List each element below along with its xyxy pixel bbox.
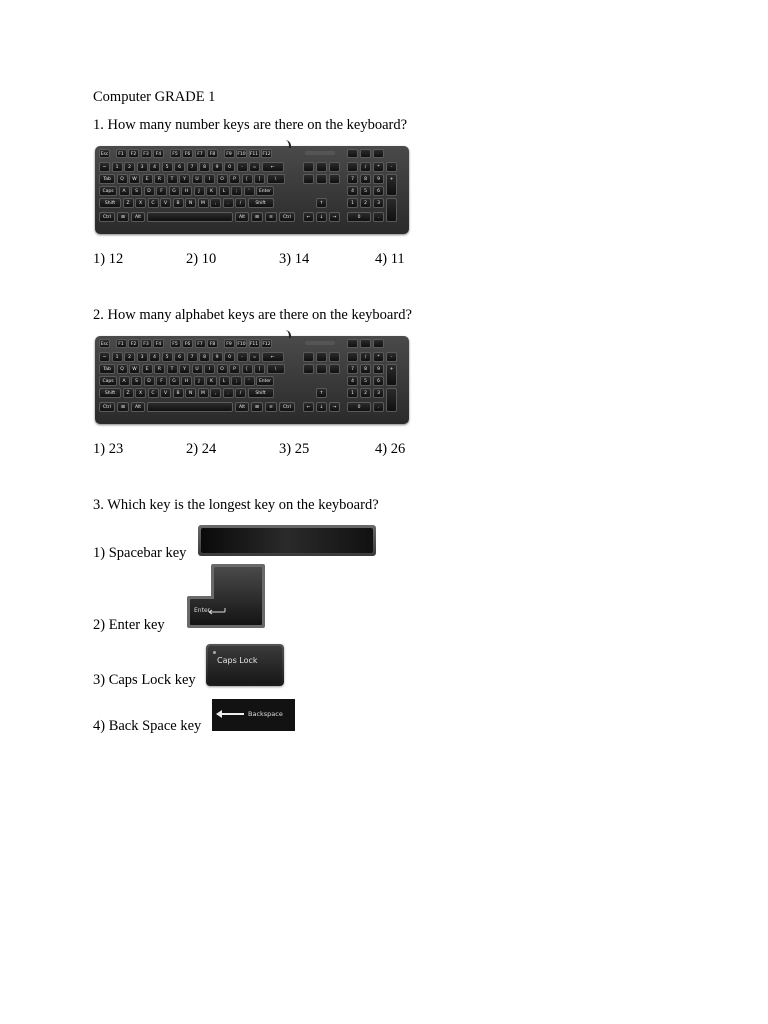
keyboard-key: 3 [137, 162, 148, 172]
keyboard-image-1 [95, 146, 409, 234]
keyboard-key: J [194, 376, 205, 386]
function-key: F3 [141, 149, 152, 158]
keyboard-key: V [160, 388, 171, 398]
menu-key: ≡ [265, 212, 277, 222]
keyboard-key: ] [254, 364, 265, 374]
keyboard-brand-strip [305, 151, 335, 155]
keyboard-key: Shift [99, 198, 121, 208]
keyboard-key: 9 [212, 352, 223, 362]
keyboard-key: A [119, 376, 130, 386]
function-key: F12 [261, 149, 272, 158]
ctrl-key: Ctrl [279, 402, 295, 412]
keyboard-key: I [204, 174, 215, 184]
answer-option-4[interactable]: 4) 11 [375, 251, 405, 267]
numpad-key: - [386, 162, 397, 172]
ctrl-key: Ctrl [99, 402, 115, 412]
navigation-key [303, 174, 314, 184]
question-2: 2. How many alphabet keys are there on the keyboard? [93, 307, 412, 323]
ctrl-key: Ctrl [279, 212, 295, 222]
function-key: Esc [99, 149, 110, 158]
numpad-key: 7 [347, 174, 358, 184]
keyboard-key: Z [123, 388, 134, 398]
keyboard-key: Tab [99, 364, 115, 374]
arrow-down-key: ↓ [316, 402, 327, 412]
numpad-key: 2 [360, 198, 371, 208]
numpad-key: / [360, 162, 371, 172]
keyboard-key: N [185, 388, 196, 398]
numpad-key: 1 [347, 388, 358, 398]
ctrl-key: Ctrl [99, 212, 115, 222]
answer-option-backspace[interactable]: 4) Back Space key [93, 718, 202, 734]
keyboard-key: / [235, 388, 246, 398]
keyboard-key: Q [117, 174, 128, 184]
keyboard-key [347, 149, 358, 158]
keyboard-key: , [210, 198, 221, 208]
keyboard-cable [283, 330, 291, 338]
numpad-key: 6 [373, 186, 384, 196]
answer-option-spacebar[interactable]: 1) Spacebar key [93, 545, 187, 561]
function-key: F5 [170, 149, 181, 158]
function-key: F5 [170, 339, 181, 348]
keyboard-key: Shift [248, 388, 274, 398]
keyboard-key: Tab [99, 174, 115, 184]
keyboard-key [360, 149, 371, 158]
backspace-key-text: Backspace [248, 710, 283, 718]
keyboard-key: N [185, 198, 196, 208]
function-key: F2 [128, 339, 139, 348]
keyboard-key: E [142, 174, 153, 184]
question-3: 3. Which key is the longest key on the keyboard? [93, 497, 379, 513]
numpad-key [347, 162, 358, 172]
keyboard-key: 6 [174, 162, 185, 172]
keyboard-key: S [131, 376, 142, 386]
navigation-key [316, 364, 327, 374]
numpad-enter-key [386, 388, 397, 412]
arrow-down-key: ↓ [316, 212, 327, 222]
keyboard-key: G [169, 186, 180, 196]
backspace-key: ← [262, 162, 284, 172]
keyboard-key: 2 [124, 162, 135, 172]
keyboard-key: R [154, 364, 165, 374]
numpad-key: 1 [347, 198, 358, 208]
function-key: F1 [116, 149, 127, 158]
keyboard-key: O [217, 364, 228, 374]
keyboard-key: F [156, 376, 167, 386]
keyboard-key: [ [242, 174, 253, 184]
function-key: F6 [182, 339, 193, 348]
keyboard-key: - [237, 352, 248, 362]
keyboard-key: . [223, 198, 234, 208]
keyboard-key: Caps [99, 186, 117, 196]
caps-lock-indicator [213, 651, 216, 654]
keyboard-key: W [129, 174, 140, 184]
caps-lock-key-image [206, 644, 284, 686]
arrow-up-key: ↑ [316, 198, 327, 208]
backspace-key: ← [262, 352, 284, 362]
keyboard-key: K [206, 376, 217, 386]
answer-option-caps-lock[interactable]: 3) Caps Lock key [93, 672, 196, 688]
keyboard-key: 1 [112, 162, 123, 172]
answer-option-4[interactable]: 4) 26 [375, 441, 406, 457]
keyboard-key: C [148, 388, 159, 398]
navigation-key [316, 174, 327, 184]
keyboard-key: Shift [248, 198, 274, 208]
numpad-key: 4 [347, 376, 358, 386]
keyboard-key: I [204, 364, 215, 374]
page-title: Computer GRADE 1 [93, 89, 216, 105]
numpad-key: * [373, 352, 384, 362]
function-key: F4 [153, 339, 164, 348]
alt-key: Alt [131, 402, 145, 412]
keyboard-key: ' [244, 186, 255, 196]
answer-option-3[interactable]: 3) 25 [279, 441, 310, 457]
answer-option-1[interactable]: 1) 23 [93, 441, 124, 457]
numpad-key: 8 [360, 174, 371, 184]
navigation-key [329, 364, 340, 374]
keyboard-key: V [160, 198, 171, 208]
alt-key: Alt [235, 212, 249, 222]
numpad-enter-key [386, 198, 397, 222]
keyboard-key: 9 [212, 162, 223, 172]
keyboard-key: B [173, 198, 184, 208]
backspace-key-image [212, 699, 295, 731]
keyboard-key: ; [231, 186, 242, 196]
numpad-key: * [373, 162, 384, 172]
windows-key: ⊞ [251, 212, 263, 222]
answer-option-1[interactable]: 1) 12 [93, 251, 124, 267]
menu-key: ≡ [265, 402, 277, 412]
numpad-key: . [373, 402, 384, 412]
keyboard-key: = [249, 162, 260, 172]
answer-option-3[interactable]: 3) 14 [279, 251, 310, 267]
keyboard-key: , [210, 388, 221, 398]
function-key: F10 [236, 149, 247, 158]
enter-key-text: Enter [194, 607, 211, 614]
keyboard-key: O [217, 174, 228, 184]
keyboard-key: / [235, 198, 246, 208]
numpad-key: 2 [360, 388, 371, 398]
numpad-key: 4 [347, 186, 358, 196]
spacebar-key-image [198, 525, 376, 556]
keyboard-key: ~ [99, 352, 110, 362]
keyboard-key: C [148, 198, 159, 208]
numpad-key: 3 [373, 388, 384, 398]
keyboard-key: 8 [199, 352, 210, 362]
keyboard-brand-strip [305, 341, 335, 345]
keyboard-key: U [192, 174, 203, 184]
numpad-key: - [386, 352, 397, 362]
keyboard-key: 6 [174, 352, 185, 362]
keyboard-key: W [129, 364, 140, 374]
keyboard-key: A [119, 186, 130, 196]
keyboard-key: D [144, 186, 155, 196]
function-key: F12 [261, 339, 272, 348]
keyboard-key: M [198, 198, 209, 208]
numpad-key: 9 [373, 174, 384, 184]
function-key: F11 [249, 339, 260, 348]
keyboard-key: 8 [199, 162, 210, 172]
function-key: F10 [236, 339, 247, 348]
numpad-key: 5 [360, 376, 371, 386]
function-key: Esc [99, 339, 110, 348]
navigation-key [303, 364, 314, 374]
keyboard-key: [ [242, 364, 253, 374]
numpad-key: 3 [373, 198, 384, 208]
keyboard-key: X [135, 198, 146, 208]
numpad-key: 0 [347, 212, 371, 222]
keyboard-key: Enter [256, 186, 274, 196]
arrow-up-key: ↑ [316, 388, 327, 398]
numpad-key: . [373, 212, 384, 222]
keyboard-key: 7 [187, 352, 198, 362]
keyboard-key: 4 [149, 162, 160, 172]
keyboard-key: F [156, 186, 167, 196]
windows-key: ⊞ [117, 212, 129, 222]
function-key: F3 [141, 339, 152, 348]
keyboard-key: Y [179, 364, 190, 374]
keyboard-key: - [237, 162, 248, 172]
keyboard-key [347, 339, 358, 348]
keyboard-key: 7 [187, 162, 198, 172]
function-key: F8 [207, 149, 218, 158]
function-key: F9 [224, 339, 235, 348]
keyboard-key: Shift [99, 388, 121, 398]
keyboard-key: 4 [149, 352, 160, 362]
numpad-key: + [386, 174, 397, 196]
function-key: F7 [195, 149, 206, 158]
keyboard-key: P [229, 174, 240, 184]
keyboard-key: 3 [137, 352, 148, 362]
keyboard-key: L [219, 376, 230, 386]
keyboard-key: H [181, 376, 192, 386]
arrow-left-key: ← [303, 212, 314, 222]
function-key: F2 [128, 149, 139, 158]
keyboard-key: H [181, 186, 192, 196]
keyboard-key: L [219, 186, 230, 196]
keyboard-key [373, 149, 384, 158]
alt-key: Alt [131, 212, 145, 222]
numpad-key: 6 [373, 376, 384, 386]
keyboard-key: 0 [224, 162, 235, 172]
keyboard-key: Q [117, 364, 128, 374]
keyboard-key: X [135, 388, 146, 398]
keyboard-key: . [223, 388, 234, 398]
navigation-key [316, 352, 327, 362]
keyboard-key: G [169, 376, 180, 386]
navigation-key [329, 174, 340, 184]
keyboard-key: U [192, 364, 203, 374]
keyboard-key: Z [123, 198, 134, 208]
keyboard-key: \ [267, 364, 285, 374]
keyboard-key: = [249, 352, 260, 362]
caps-lock-key-text: Caps Lock [217, 656, 258, 665]
navigation-key [329, 162, 340, 172]
numpad-key: / [360, 352, 371, 362]
answer-option-2[interactable]: 2) 10 [186, 251, 217, 267]
keyboard-key: 2 [124, 352, 135, 362]
keyboard-key: D [144, 376, 155, 386]
function-key: F1 [116, 339, 127, 348]
keyboard-key: ' [244, 376, 255, 386]
keyboard-key: M [198, 388, 209, 398]
answer-option-enter[interactable]: 2) Enter key [93, 617, 165, 633]
navigation-key [329, 352, 340, 362]
alt-key: Alt [235, 402, 249, 412]
function-key: F11 [249, 149, 260, 158]
question-1-options [93, 250, 423, 268]
keyboard-key: S [131, 186, 142, 196]
keyboard-key: ; [231, 376, 242, 386]
function-key: F4 [153, 149, 164, 158]
keyboard-key: Y [179, 174, 190, 184]
keyboard-key [373, 339, 384, 348]
keyboard-key: P [229, 364, 240, 374]
keyboard-key: \ [267, 174, 285, 184]
enter-key-image [185, 562, 267, 630]
spacebar-key [147, 212, 233, 222]
numpad-key: + [386, 364, 397, 386]
windows-key: ⊞ [117, 402, 129, 412]
navigation-key [316, 162, 327, 172]
answer-option-2[interactable]: 2) 24 [186, 441, 217, 457]
windows-key: ⊞ [251, 402, 263, 412]
numpad-key: 7 [347, 364, 358, 374]
keyboard-key: ~ [99, 162, 110, 172]
function-key: F6 [182, 149, 193, 158]
numpad-key: 8 [360, 364, 371, 374]
navigation-key [303, 352, 314, 362]
keyboard-key: J [194, 186, 205, 196]
keyboard-key: T [167, 174, 178, 184]
question-1: 1. How many number keys are there on the keyboard? [93, 117, 408, 133]
arrow-right-key: → [329, 402, 340, 412]
keyboard-key: 0 [224, 352, 235, 362]
spacebar-key [147, 402, 233, 412]
function-key: F7 [195, 339, 206, 348]
numpad-key: 5 [360, 186, 371, 196]
arrow-left-key: ← [303, 402, 314, 412]
keyboard-key: Enter [256, 376, 274, 386]
numpad-key [347, 352, 358, 362]
question-2-options [93, 440, 423, 458]
function-key: F9 [224, 149, 235, 158]
keyboard-key [360, 339, 371, 348]
left-arrow-icon [220, 713, 244, 715]
keyboard-key: 1 [112, 352, 123, 362]
keyboard-image-2 [95, 336, 409, 424]
arrow-right-key: → [329, 212, 340, 222]
numpad-key: 0 [347, 402, 371, 412]
keyboard-key: B [173, 388, 184, 398]
keyboard-key: 5 [162, 352, 173, 362]
keyboard-cable [283, 140, 291, 148]
numpad-key: 9 [373, 364, 384, 374]
function-key: F8 [207, 339, 218, 348]
keyboard-key: Caps [99, 376, 117, 386]
keyboard-key: ] [254, 174, 265, 184]
keyboard-key: 5 [162, 162, 173, 172]
keyboard-key: T [167, 364, 178, 374]
navigation-key [303, 162, 314, 172]
keyboard-key: K [206, 186, 217, 196]
keyboard-key: E [142, 364, 153, 374]
keyboard-key: R [154, 174, 165, 184]
